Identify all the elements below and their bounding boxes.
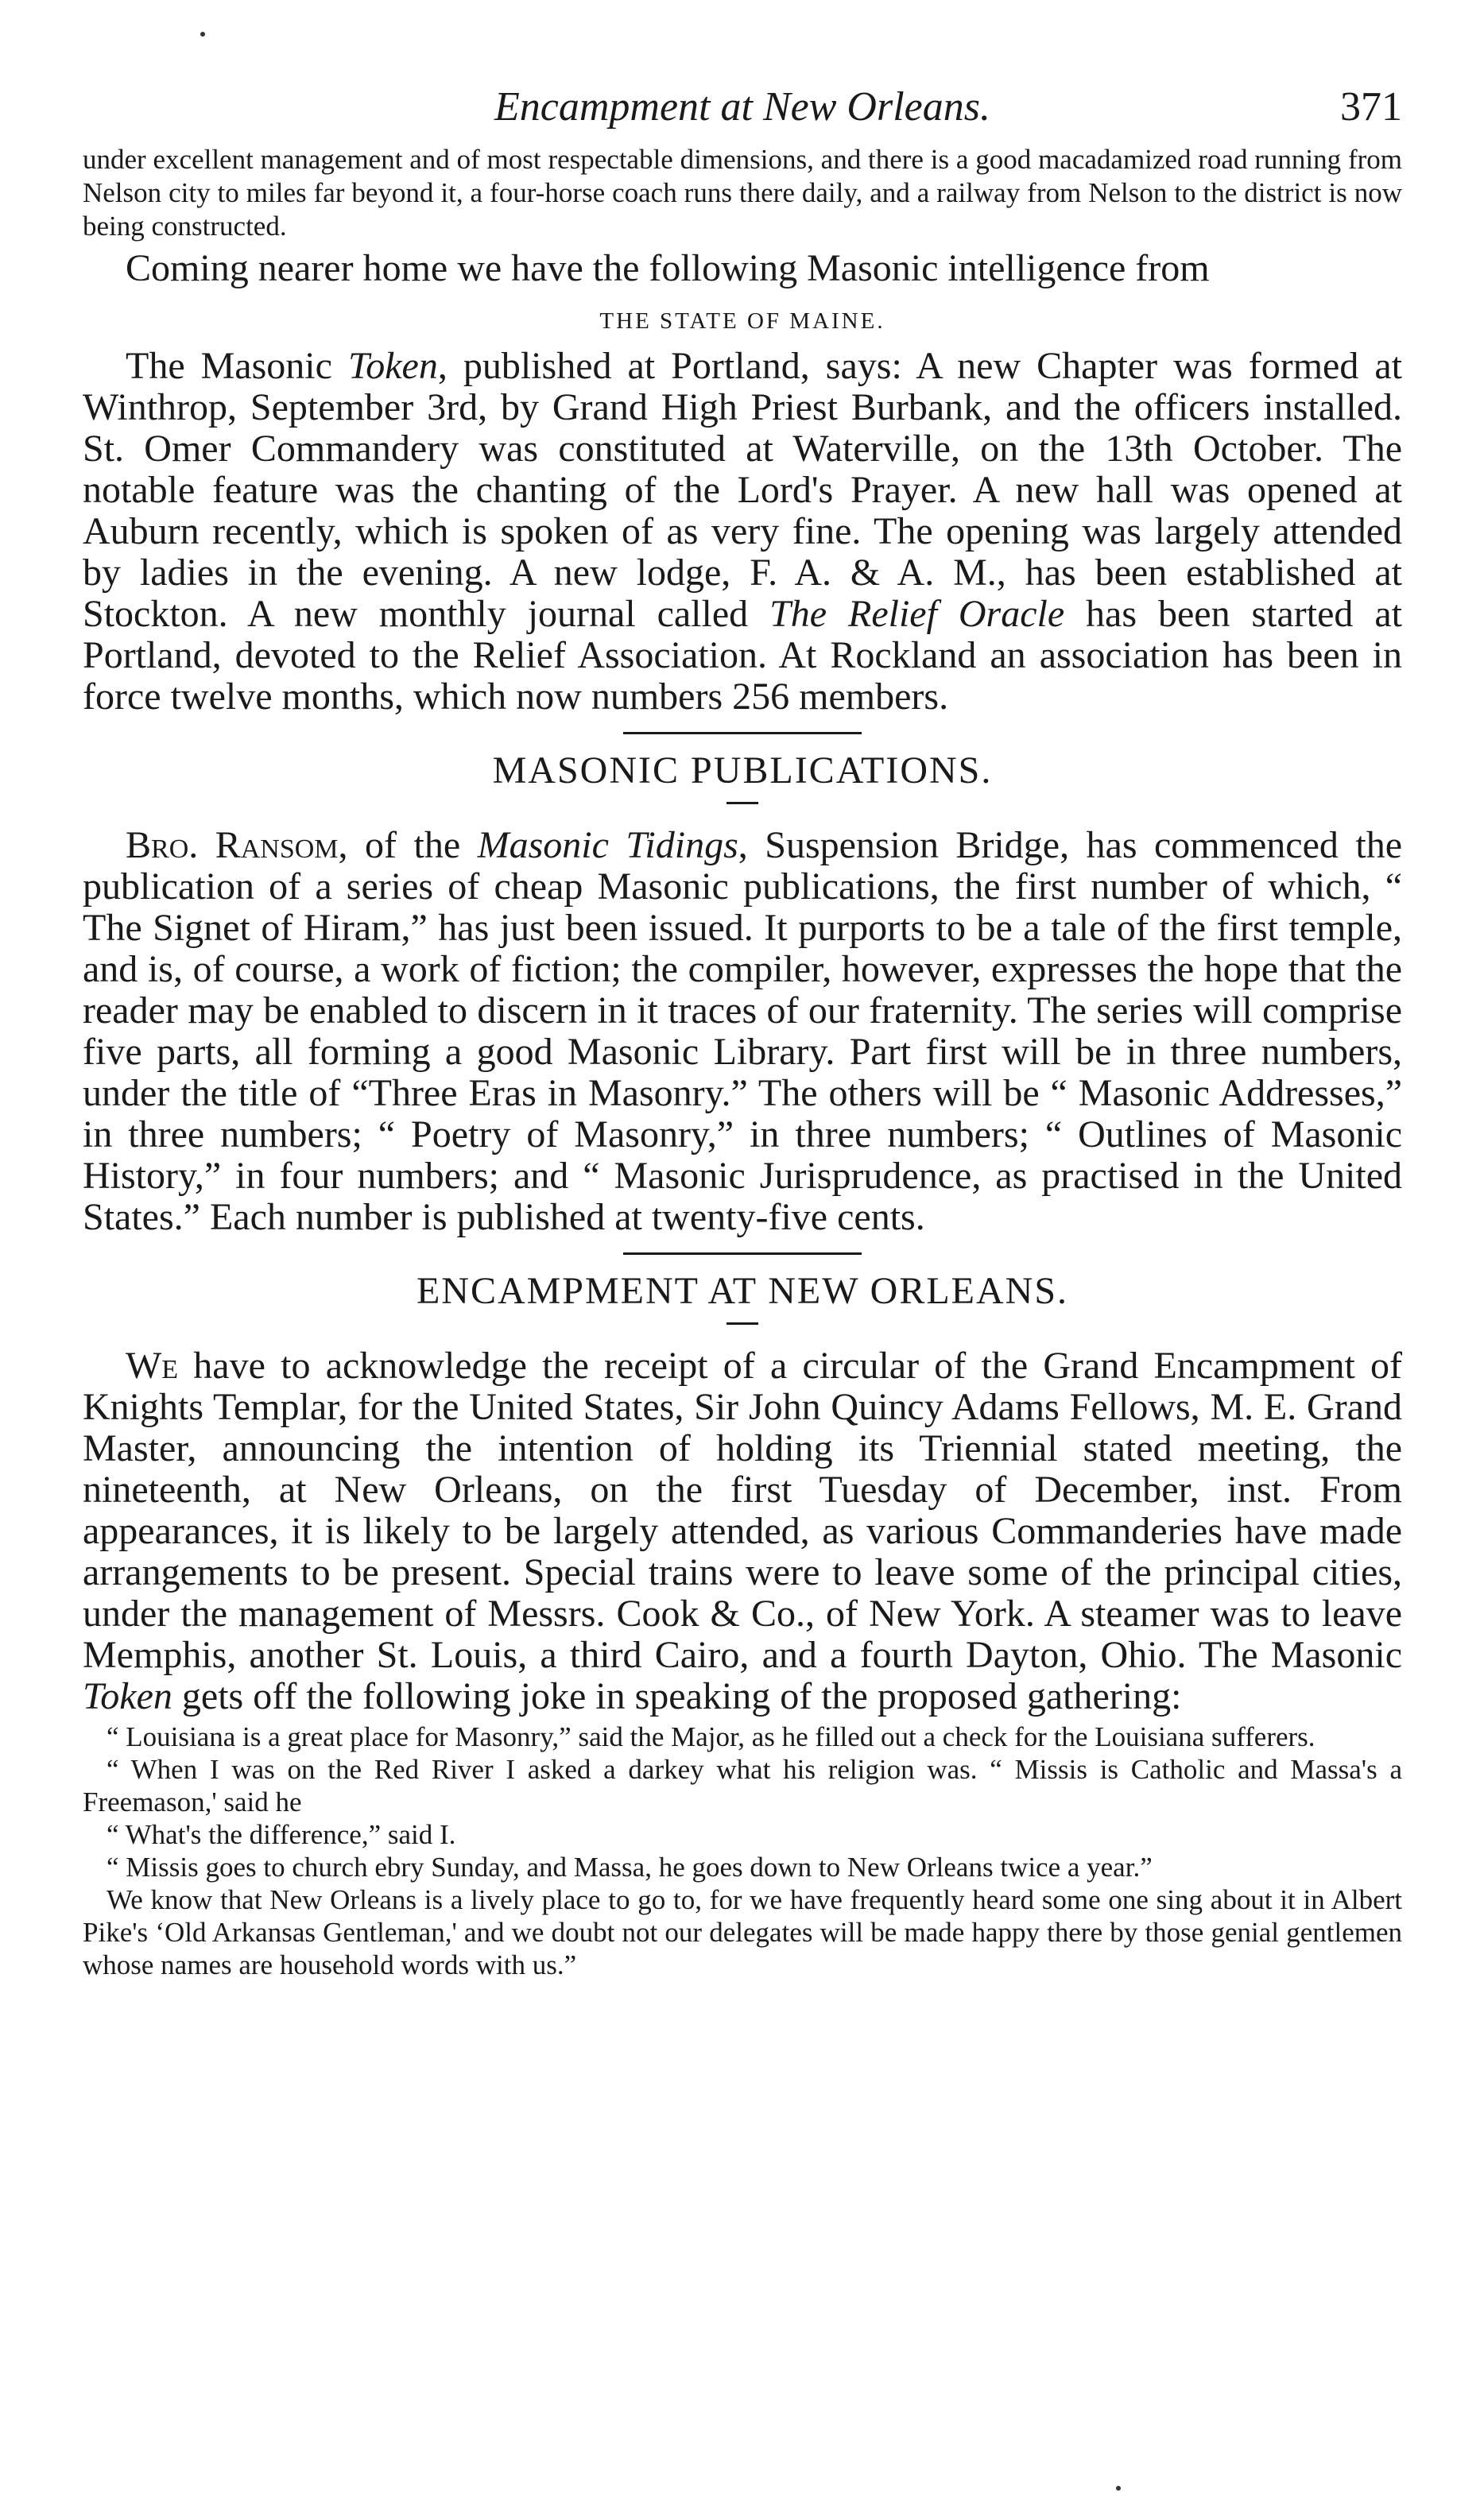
quote-line: “ Missis goes to church ebry Sunday, and Massa, he goes down to New Orleans twice a year.” — [107, 1852, 1153, 1883]
maine-subheading: THE STATE OF MAINE. — [599, 308, 885, 334]
page-speck — [1116, 2486, 1121, 2491]
encampment-paragraph — [83, 1345, 1402, 1717]
quote-line: “ What's the difference,” said I. — [107, 1819, 456, 1850]
maine-text-end: has been started at Portland, devoted to the Relief Association. At Rockland an association has been in force twelve months, which now numbers 256 members. — [83, 593, 1402, 718]
section-divider — [623, 732, 862, 734]
encampment-text-a: have to acknowledge the receipt of a circular of the Grand Encampment of Knights Templar, for the United States, Sir John Quincy Adams Fellows, M. E. Grand Master, announcing the intention of holding its Triennial stated meeting, the nineteenth, at New Orleans, on the first Tuesday of December, inst. From appearances, it is likely to be largely attended, as various Commanderies have made arrangements to be present. Special trains were to leave some of the principal cities, under the management of Messrs. Cook & Co., of New York. A steamer was to leave Memphis, another St. Louis, a third Cairo, and a fourth Dayton, Ohio. The Masonic — [83, 1345, 1402, 1676]
title-rule — [727, 1322, 758, 1325]
publications-text-b: , Suspension Bridge, has commenced the publication of a series of cheap Masonic publications, the first number of which, “ The Signet of Hiram,” has just been issued. It purports to be a tale of the first temple, and is, of course, a work of fiction; the compiler, however, expresses the hope that the reader may be enabled to discern in it traces of our fraternity. The series will comprise five parts, all forming a good Masonic Library. Part first will be in three numbers, under the title of “Three Eras in Masonry.” The others will be “ Masonic Addresses,” in three numbers; “ Poetry of Masonry,” in three numbers; “ Outlines of Masonic History,” in four numbers; and “ Masonic Jurisprudence, as practised in the United States.” Each number is published at twenty-five cents. — [83, 824, 1402, 1238]
masonic-tidings-title: Masonic Tidings — [477, 824, 738, 866]
running-title: Encampment at New Orleans. — [494, 84, 990, 130]
publications-paragraph — [83, 825, 1402, 1238]
joke-quotes — [83, 1721, 1402, 1981]
we-smallcaps: We — [126, 1345, 179, 1387]
encampment-title: ENCAMPMENT AT NEW ORLEANS. — [416, 1270, 1069, 1312]
relief-oracle-title: The Relief Oracle — [769, 593, 1065, 635]
token-title: Token — [83, 1675, 172, 1717]
publications-text-a: , of the — [338, 824, 478, 866]
title-rule — [727, 802, 758, 804]
quote-line: “ Louisiana is a great place for Masonry,” said the Major, as he filled out a check for the Louisiana sufferers. — [107, 1721, 1315, 1752]
encampment-text-b: gets off the following joke in speaking of the proposed gathering: — [172, 1675, 1182, 1717]
publications-title: MASONIC PUBLICATIONS. — [492, 749, 993, 792]
quote-line: We know that New Orleans is a lively place to go to, for we have frequently heard some one sing about it in Albert Pike's ‘Old Arkansas Gentleman,' and we doubt not our delegates will be made happy there by those genial gentlemen whose names are household words with us.” — [83, 1884, 1402, 1980]
quote-line: “ When I was on the Red River I asked a darkey what his religion was. “ Missis is Catholic and Massa's a Freemason,' said he — [83, 1754, 1402, 1817]
token-title: Token — [347, 345, 438, 387]
maine-text-mid: , published at Portland, says: A new Chapter was formed at Winthrop, September 3rd, by Grand High Priest Burbank, and the officers installed. St. Omer Commandery was constituted at Waterville, on the 13th October. The notable feature was the chanting of the Lord's Prayer. A new hall was opened at Auburn recently, which is spoken of as very fine. The opening was largely attended by ladies in the evening. A new lodge, F. A. & A. M., has been established at Stockton. A new monthly journal called — [83, 345, 1402, 635]
page-number: 371 — [1340, 84, 1402, 130]
intro-lead-paragraph: Coming nearer home we have the following Masonic intelligence from — [126, 247, 1210, 289]
bro-ransom: Bro. Ransom — [126, 824, 339, 866]
maine-paragraph — [83, 346, 1402, 718]
page-speck — [200, 32, 205, 37]
running-header — [83, 76, 1402, 138]
book-page — [83, 76, 1402, 1981]
section-divider — [623, 1252, 862, 1255]
intro-small-paragraph: under excellent management and of most respectable dimensions, and there is a good macadamized road running from Nelson city to miles far beyond it, a four-horse coach runs there daily, and a railway from Nelson to the district is now being constructed. — [83, 144, 1402, 242]
maine-text-start: The Masonic — [126, 345, 348, 387]
